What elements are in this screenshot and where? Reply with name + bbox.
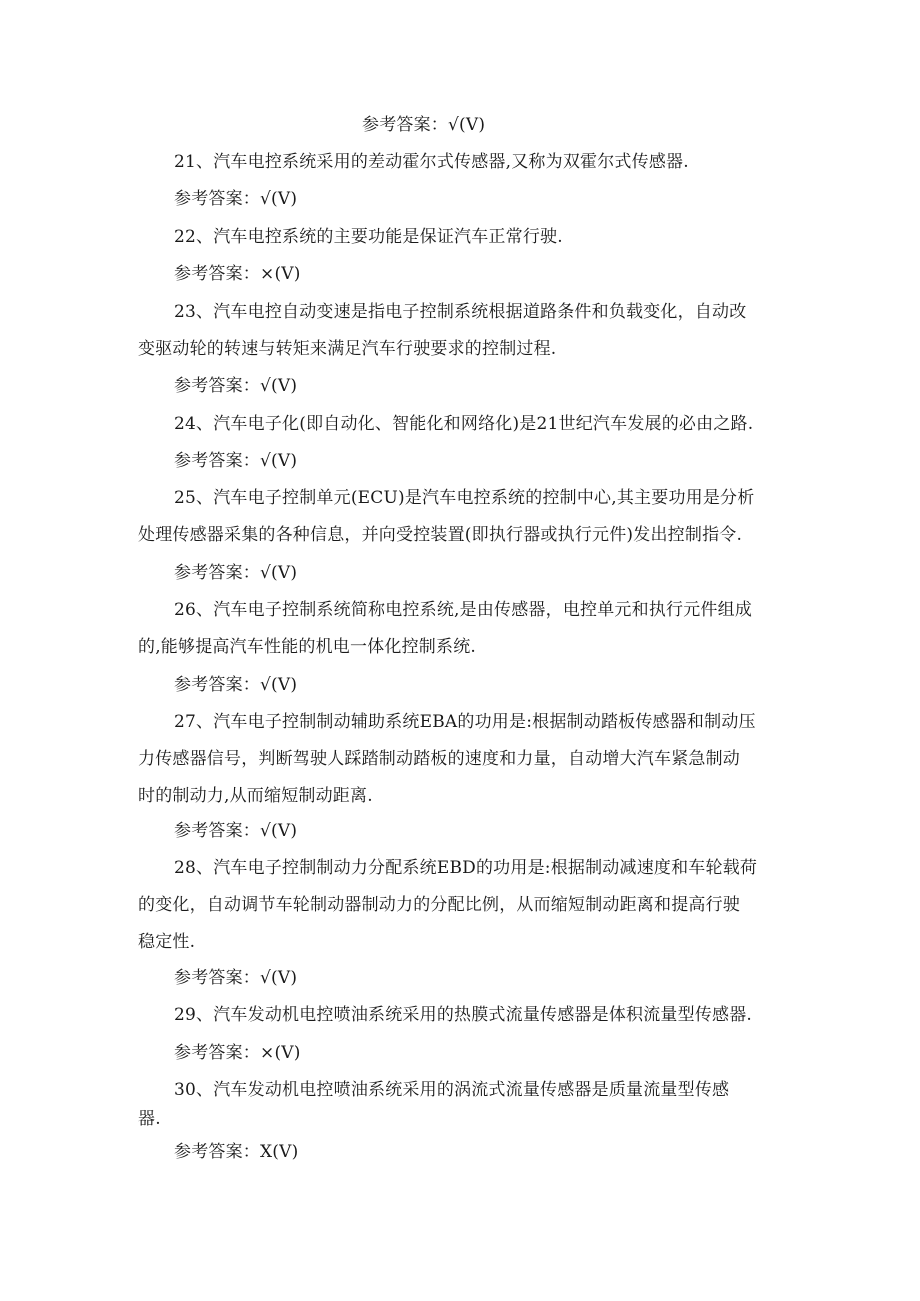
- question-28: 28、汽车电子控制制动力分配系统EBD的功用是:根据制动减速度和车轮载荷: [174, 858, 758, 878]
- question-25-cont: 处理传感器采集的各种信息，并向受控装置(即执行器或执行元件)发出控制指令.: [138, 525, 743, 545]
- answer-line: 参考答案：√(V): [362, 115, 486, 135]
- answer-28: 参考答案：√(V): [174, 968, 298, 988]
- question-22: 22、汽车电控系统的主要功能是保证汽车正常行驶.: [174, 227, 563, 247]
- question-29: 29、汽车发动机电控喷油系统采用的热膜式流量传感器是体积流量型传感器.: [174, 1005, 753, 1025]
- question-30: 30、汽车发动机电控喷油系统采用的涡流式流量传感器是质量流量型传感: [174, 1080, 730, 1100]
- question-26: 26、汽车电子控制系统简称电控系统,是由传感器，电控单元和执行元件组成: [174, 600, 753, 620]
- question-27-cont: 力传感器信号，判断驾驶人踩踏制动踏板的速度和力量，自动增大汽车紧急制动: [138, 749, 740, 769]
- answer-24: 参考答案：√(V): [174, 451, 298, 471]
- answer-23: 参考答案：√(V): [174, 376, 298, 396]
- question-23-cont: 变驱动轮的转速与转矩来满足汽车行驶要求的控制过程.: [138, 339, 557, 359]
- question-25: 25、汽车电子控制单元(ECU)是汽车电控系统的控制中心,其主要功用是分析: [174, 488, 755, 508]
- answer-30: 参考答案：X(V): [174, 1142, 299, 1162]
- question-26-cont: 的,能够提高汽车性能的机电一体化控制系统.: [138, 637, 477, 657]
- answer-22: 参考答案：×(V): [174, 264, 301, 284]
- question-23: 23、汽车电控自动变速是指电子控制系统根据道路条件和负载变化，自动改: [174, 302, 747, 322]
- question-27: 27、汽车电子控制制动辅助系统EBA的功用是:根据制动踏板传感器和制动压: [174, 712, 756, 732]
- question-27-cont2: 时的制动力,从而缩短制动距离.: [138, 786, 373, 806]
- question-21: 21、汽车电控系统采用的差动霍尔式传感器,又称为双霍尔式传感器.: [174, 152, 689, 172]
- answer-29: 参考答案：×(V): [174, 1043, 301, 1063]
- answer-25: 参考答案：√(V): [174, 563, 298, 583]
- answer-21: 参考答案：√(V): [174, 189, 298, 209]
- question-28-cont: 的变化，自动调节车轮制动器制动力的分配比例，从而缩短制动距离和提高行驶: [138, 895, 740, 915]
- question-24: 24、汽车电子化(即自动化、智能化和网络化)是21世纪汽车发展的必由之路.: [174, 414, 754, 434]
- answer-27: 参考答案：√(V): [174, 821, 298, 841]
- answer-26: 参考答案：√(V): [174, 675, 298, 695]
- question-30-cont: 器.: [138, 1109, 161, 1129]
- question-28-cont2: 稳定性.: [138, 932, 196, 952]
